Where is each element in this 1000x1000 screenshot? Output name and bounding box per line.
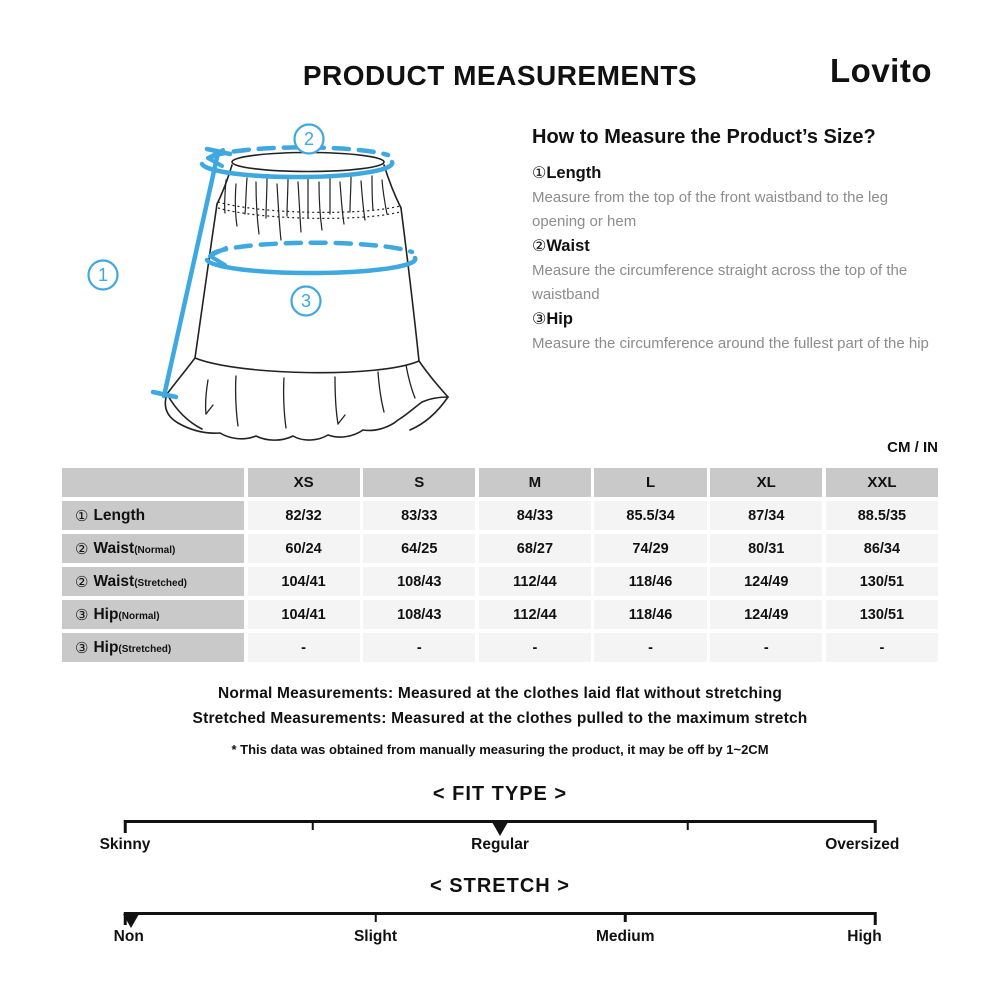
value-cell: - [826, 633, 938, 662]
scale-tick [874, 912, 877, 925]
howto-item-waist-desc: Measure the circumference straight across the top of the waistband [532, 262, 908, 303]
unit-label: CM / IN [887, 439, 938, 456]
value-cell: 104/41 [248, 600, 360, 629]
measurements-table [62, 468, 938, 662]
circled-1: ① [532, 165, 547, 182]
size-header-xl: XL [710, 468, 822, 497]
value-cell: 118/46 [594, 600, 706, 629]
diagram-annotation-3: 3 [300, 291, 312, 311]
howto-item-length-title: ①Length [532, 164, 602, 182]
value-cell: 112/44 [479, 567, 591, 596]
row-label-hip-normal: ③ Hip (Normal) [62, 600, 244, 629]
value-cell: 74/29 [594, 534, 706, 563]
value-cell: 130/51 [826, 600, 938, 629]
row-label-hip-stretched: ③ Hip (Stretched) [62, 633, 244, 662]
stretch-label-non: Non [113, 928, 144, 945]
fit-type-labels [99, 836, 900, 856]
value-cell: - [710, 633, 822, 662]
stretched-note: Stretched Measurements: Measured at the clothes pulled to the maximum stretch [192, 710, 808, 727]
stretch-marker [123, 914, 139, 928]
value-cell: 64/25 [363, 534, 475, 563]
brand-logo: Lovito [830, 52, 932, 89]
normal-note: Normal Measurements: Measured at the clothes laid flat without stretching [217, 685, 783, 702]
size-header-l: L [594, 468, 706, 497]
stretch-title: < STRETCH > [430, 875, 570, 897]
size-header-m: M [479, 468, 591, 497]
diagram-annotation-1: 1 [97, 265, 109, 285]
value-cell: 108/43 [363, 567, 475, 596]
size-header-xxl: XXL [826, 468, 938, 497]
page-title: PRODUCT MEASUREMENTS [302, 60, 698, 91]
size-header-xs: XS [248, 468, 360, 497]
value-cell: 68/27 [479, 534, 591, 563]
row-label-waist-normal: ② Waist (Normal) [62, 534, 244, 563]
fit-type-marker [492, 822, 508, 836]
stretch-labels [113, 928, 882, 948]
hip-measure-ellipse [207, 258, 415, 273]
row-label-length: ① Length [62, 501, 244, 530]
value-cell: 82/32 [248, 501, 360, 530]
diagram-annotation-2: 2 [303, 129, 315, 149]
value-cell: - [248, 633, 360, 662]
fit-label-regular: Regular [471, 836, 529, 853]
circled-3: ③ [532, 311, 547, 328]
scale-tick [124, 820, 127, 833]
value-cell: - [479, 633, 591, 662]
fit-label-skinny: Skinny [99, 836, 151, 853]
table-corner-cell [62, 468, 244, 497]
value-cell: 130/51 [826, 567, 938, 596]
value-cell: - [363, 633, 475, 662]
circled-2: ② [532, 238, 547, 255]
fit-type-title: < FIT TYPE > [432, 783, 568, 805]
stretch-label-medium: Medium [595, 928, 655, 945]
fit-type-scale [125, 820, 875, 823]
skirt-diagram [60, 118, 500, 463]
value-cell: 118/46 [594, 567, 706, 596]
value-cell: 86/34 [826, 534, 938, 563]
length-measure-line [164, 153, 218, 396]
value-cell: 88.5/35 [826, 501, 938, 530]
value-cell: 124/49 [710, 567, 822, 596]
fit-label-oversized: Oversized [825, 836, 900, 853]
scale-tick [874, 820, 877, 833]
stretch-scale [125, 912, 875, 915]
howto-item-hip-title: ③Hip [532, 310, 573, 328]
value-cell: 112/44 [479, 600, 591, 629]
value-cell: - [594, 633, 706, 662]
row-label-waist-stretched: ② Waist (Stretched) [62, 567, 244, 596]
measurement-notes [0, 681, 1000, 757]
value-cell: 104/41 [248, 567, 360, 596]
howto-item-length-desc: Measure from the top of the front waistband to the leg opening or hem [532, 189, 889, 230]
skirt-illustration [60, 118, 500, 463]
scale-tick [624, 912, 627, 922]
value-cell: 87/34 [710, 501, 822, 530]
value-cell: 124/49 [710, 600, 822, 629]
value-cell: 60/24 [248, 534, 360, 563]
howto-item-hip-desc: Measure the circumference around the fullest part of the hip [532, 335, 929, 352]
scale-tick [374, 912, 377, 922]
stretch-label-slight: Slight [353, 928, 398, 945]
stretch-label-high: High [847, 928, 882, 945]
disclaimer-note: * This data was obtained from manually measuring the product, it may be off by 1~2CM [231, 742, 769, 757]
scale-tick [311, 820, 314, 830]
value-cell: 85.5/34 [594, 501, 706, 530]
size-header-s: S [363, 468, 475, 497]
howto-item-waist-title: ②Waist [532, 237, 590, 255]
value-cell: 108/43 [363, 600, 475, 629]
scale-tick [686, 820, 689, 830]
how-to-measure-section [532, 126, 940, 356]
value-cell: 84/33 [479, 501, 591, 530]
value-cell: 80/31 [710, 534, 822, 563]
how-to-heading: How to Measure the Product’s Size? [532, 126, 876, 148]
value-cell: 83/33 [363, 501, 475, 530]
